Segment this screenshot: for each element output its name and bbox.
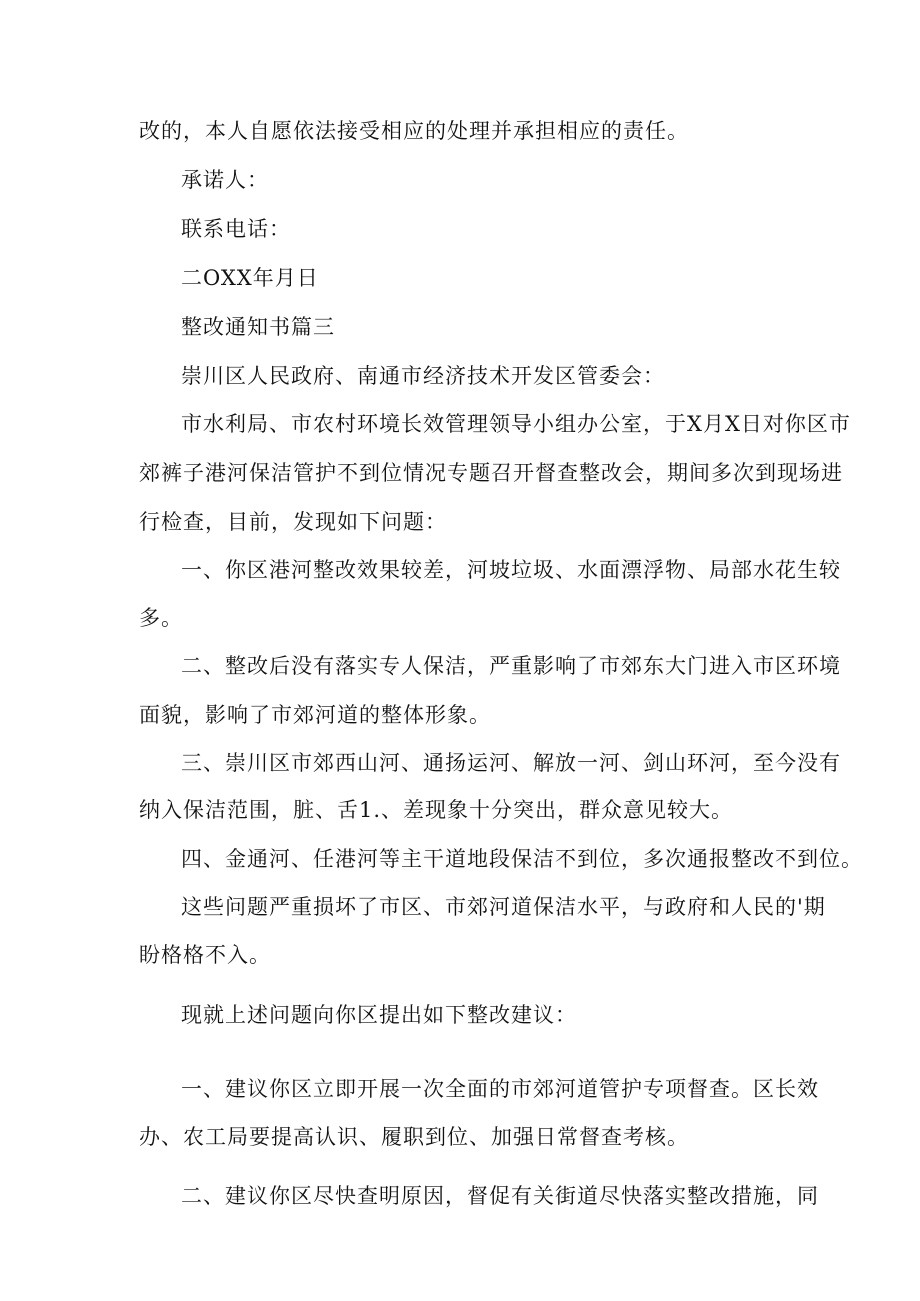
text-line: 二、建议你区尽快查明原因，督促有关街道尽快落实整改措施，同: [181, 1184, 819, 1208]
date-line: 二OXX年月日: [181, 266, 319, 290]
phone-label: 联系电话：: [181, 217, 291, 241]
text-line: 改的，本人自愿依法接受相应的处理并承担相应的责任。: [139, 119, 689, 143]
text-line: 郊裤子港河保洁管护不到位情况专题召开督查整改会，期间多次到现场进: [139, 461, 843, 485]
text-line: 办、农工局要提高认识、履职到位、加强日常督查考核。: [139, 1125, 689, 1149]
text-line: 三、崇川区市郊西山河、通扬运河、解放一河、剑山环河，至今没有: [181, 751, 841, 775]
text-line: 四、金通河、任港河等主干道地段保洁不到位，多次通报整改不到位。: [181, 847, 863, 871]
text-line: 现就上述问题向你区提出如下整改建议：: [181, 1003, 577, 1027]
text-line: 盼格格不入。: [139, 943, 271, 967]
text-line: 面貌，影响了市郊河道的整体形象。: [139, 703, 491, 727]
text-line: 多。: [139, 606, 183, 630]
text-line: 市水利局、市农村环境长效管理领导小组办公室，于X月X日对你区市: [181, 412, 851, 436]
text-line: 行检查，目前，发现如下问题：: [139, 510, 447, 534]
text-line: 一、你区港河整改效果较差，河坡垃圾、水面漂浮物、局部水花生较: [181, 558, 841, 582]
text-line: 纳入保洁范围，脏、舌1.、差现象十分突出，群众意见较大。: [139, 798, 734, 822]
signatory-label: 承诺人：: [181, 168, 269, 192]
section-title: 整改通知书篇三: [181, 315, 335, 339]
text-line: 这些问题严重损坏了市区、市郊河道保洁水平，与政府和人民的'期: [181, 895, 826, 919]
text-line: 一、建议你区立即开展一次全面的市郊河道管护专项督查。区长效: [181, 1077, 819, 1101]
addressee: 崇川区人民政府、南通市经济技术开发区管委会：: [181, 364, 665, 388]
text-line: 二、整改后没有落实专人保洁，严重影响了市郊东大门进入市区环境: [181, 654, 841, 678]
